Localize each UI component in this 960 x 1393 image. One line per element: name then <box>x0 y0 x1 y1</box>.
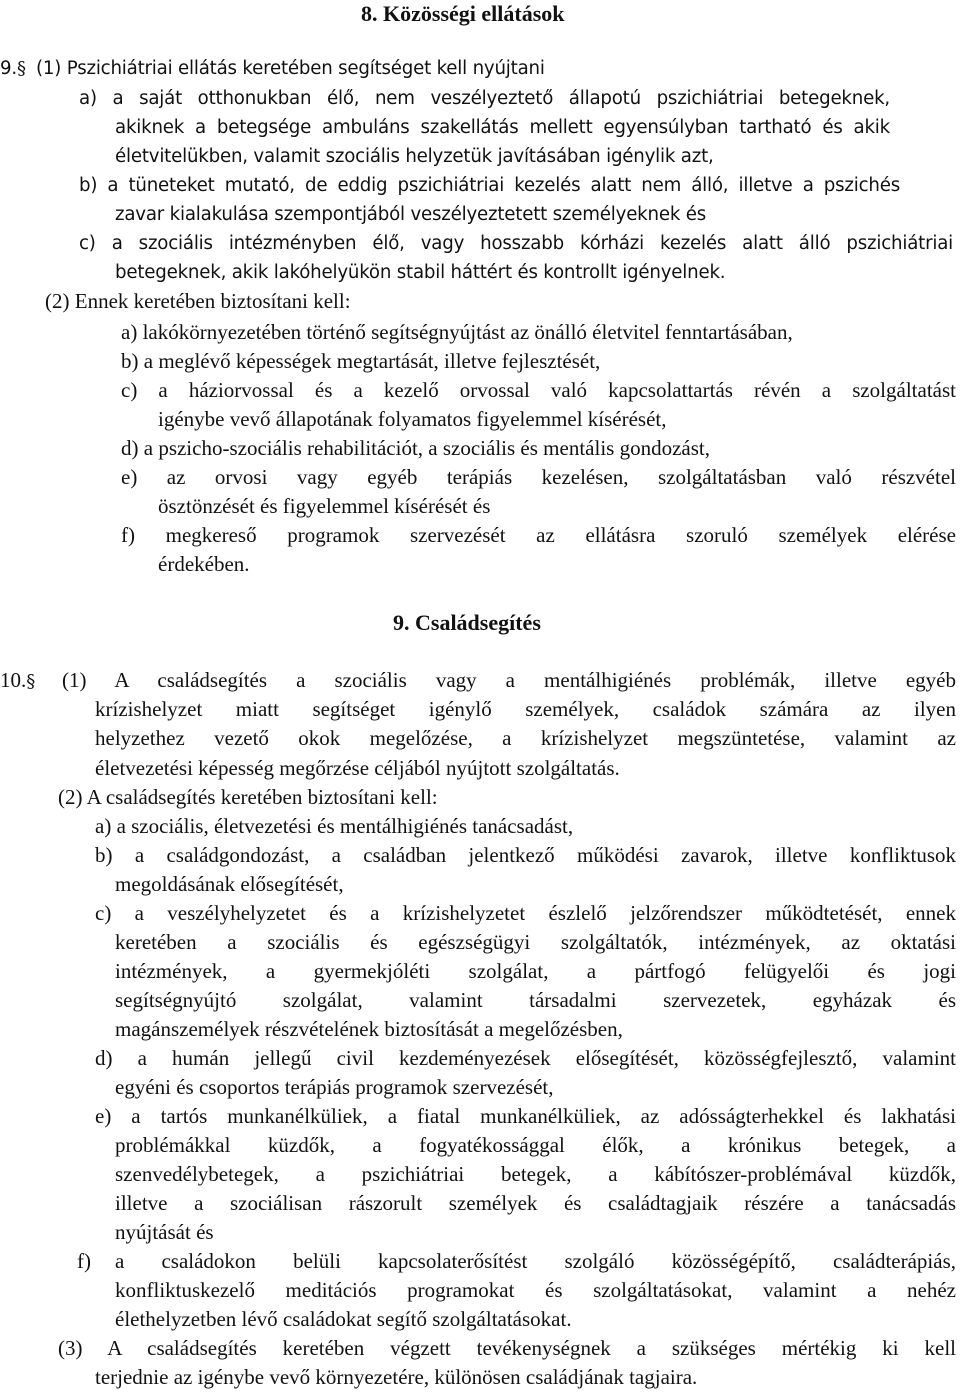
p10-2-c-line3: intézmények, a gyermekjóléti szolgálat, a pártfogó felügyelői és jogi <box>115 959 956 983</box>
p10-2-f-label: f) <box>77 1249 91 1273</box>
p10-2-a: a) a szociális, életvezetési és mentálhigiénés tanácsadást, <box>95 814 574 838</box>
p10-2-e-line4: illetve a szociálisan rászorult személyek és családtagjaik részére a tanácsadás <box>115 1191 956 1215</box>
p10-2-intro: (2) A családsegítés keretében biztosítani kell: <box>58 785 438 809</box>
p9-2-e-line1: e) az orvosi vagy egyéb terápiás kezelésen, szolgáltatásban való részvétel <box>121 465 956 489</box>
p9-1-intro: (1) Pszichiátriai ellátás keretében segítséget kell nyújtani <box>36 58 545 79</box>
p9-2-a: a) lakókörnyezetében történő segítségnyújtást az önálló életvitel fenntartásában, <box>121 320 793 344</box>
p9-1-b-line1: b) a tüneteket mutató, de eddig pszichiátriai kezelés alatt nem álló, illetve a pszichés <box>79 175 900 196</box>
p10-2-f-line1: a családokon belüli kapcsolaterősítést szolgáló közösségépítő, családterápiás, <box>115 1249 956 1273</box>
p9-1-a-line1: a) a saját otthonukban élő, nem veszélyeztető állapotú pszichiátriai betegeknek, <box>79 88 890 109</box>
p10-2-d-line2: egyéni és csoportos terápiás programok szervezését, <box>115 1075 554 1099</box>
p10-2-e-line1: e) a tartós munkanélküliek, a fiatal munkanélküliek, az adósságterhekkel és lakhatási <box>95 1104 956 1128</box>
p10-2-e-line5: nyújtását és <box>115 1220 214 1244</box>
p9-2-f-line2: érdekében. <box>158 552 250 576</box>
p9-1-c-line2: betegeknek, akik lakóhelyükön stabil háttért és kontrollt igényelnek. <box>115 262 726 283</box>
section-sign: § <box>26 671 36 692</box>
section-8-title: 8. Közösségi ellátások <box>361 1 565 26</box>
p10-2-c-line4: segítségnyújtó szolgálat, valamint társadalmi szervezetek, egyházak és <box>115 988 956 1012</box>
p9-2-d: d) a pszicho-szociális rehabilitációt, a szociális és mentális gondozást, <box>121 436 710 460</box>
p10-3-line2: terjednie az igénybe vevő környezetére, különösen családjának tagjaira. <box>95 1365 698 1389</box>
paragraph-10-number <box>0 668 35 693</box>
p10-2-d-line1: d) a humán jellegű civil kezdeményezések elősegítését, közösségfejlesztő, valamint <box>95 1046 956 1070</box>
paragraph-number: 10. <box>0 668 27 692</box>
p10-2-e-line3: szenvedélybetegek, a pszichiátriai betegek, a kábítószer-problémával küzdők, <box>115 1162 956 1186</box>
paragraph-9-number <box>0 58 26 79</box>
p9-2-b: b) a meglévő képességek megtartását, illetve fejlesztését, <box>121 349 601 373</box>
p10-1-line2: krízishelyzet miatt segítséget igénylő személyek, családok számára az ilyen <box>95 697 956 721</box>
paragraph-number: 9. <box>0 58 17 79</box>
p9-1-a-line2: akiknek a betegsége ambuláns szakellátás mellett egyensúlyban tartható és akik <box>115 117 890 138</box>
p9-2-c-line1: c) a háziorvossal és a kezelő orvossal való kapcsolattartás révén a szolgáltatást <box>121 378 956 402</box>
section-9-title: 9. Családsegítés <box>393 610 541 635</box>
p10-2-f-line2: konfliktuskezelő meditációs programokat és szolgáltatásokat, valamint a nehéz <box>115 1278 956 1302</box>
p9-2-intro: (2) Ennek keretében biztosítani kell: <box>45 289 351 313</box>
p10-2-b-line1: b) a családgondozást, a családban jelentkező működési zavarok, illetve konfliktusok <box>95 843 956 867</box>
p9-1-b-line2: zavar kialakulása szempontjából veszélyeztetett személyeknek és <box>115 204 707 225</box>
p9-2-c-line2: igénybe vevő állapotának folyamatos figyelemmel kísérését, <box>158 407 667 431</box>
p9-1-c-line1: c) a szociális intézményben élő, vagy hosszabb kórházi kezelés alatt álló pszichiátriai <box>79 233 953 254</box>
p10-2-c-line5: magánszemélyek részvételének biztosítását a megelőzésben, <box>115 1017 623 1041</box>
p10-1-line1: (1) A családsegítés a szociális vagy a mentálhigiénés problémák, illetve egyéb <box>62 668 956 692</box>
p10-2-c-line2: keretében a szociális és egészségügyi szolgáltatók, intézmények, az oktatási <box>115 930 956 954</box>
p9-1-a-line3: életvitelükben, valamit szociális helyzetük javításában igénylik azt, <box>115 146 714 167</box>
p10-3-line1: (3) A családsegítés keretében végzett tevékenységnek a szükséges mértékig ki kell <box>58 1336 956 1360</box>
p10-2-f-line3: élethelyzetben lévő családokat segítő szolgáltatásokat. <box>115 1307 572 1331</box>
p9-2-e-line2: ösztönzését és figyelemmel kísérését és <box>158 494 491 518</box>
section-sign: § <box>16 58 26 79</box>
p10-1-line3: helyzethez vezető okok megelőzése, a krízishelyzet megszüntetése, valamint az <box>95 726 956 750</box>
p9-2-f-line1: f) megkereső programok szervezését az ellátásra szoruló személyek elérése <box>121 523 956 547</box>
p10-2-e-line2: problémákkal küzdők, a fogyatékossággal élők, a krónikus betegek, a <box>115 1133 956 1157</box>
p10-2-c-line1: c) a veszélyhelyzetet és a krízishelyzetet észlelő jelzőrendszer működtetését, ennek <box>95 901 956 925</box>
p10-1-line4: életvezetési képesség megőrzése céljából nyújtott szolgáltatás. <box>95 756 620 780</box>
p10-2-b-line2: megoldásának elősegítését, <box>115 872 344 896</box>
